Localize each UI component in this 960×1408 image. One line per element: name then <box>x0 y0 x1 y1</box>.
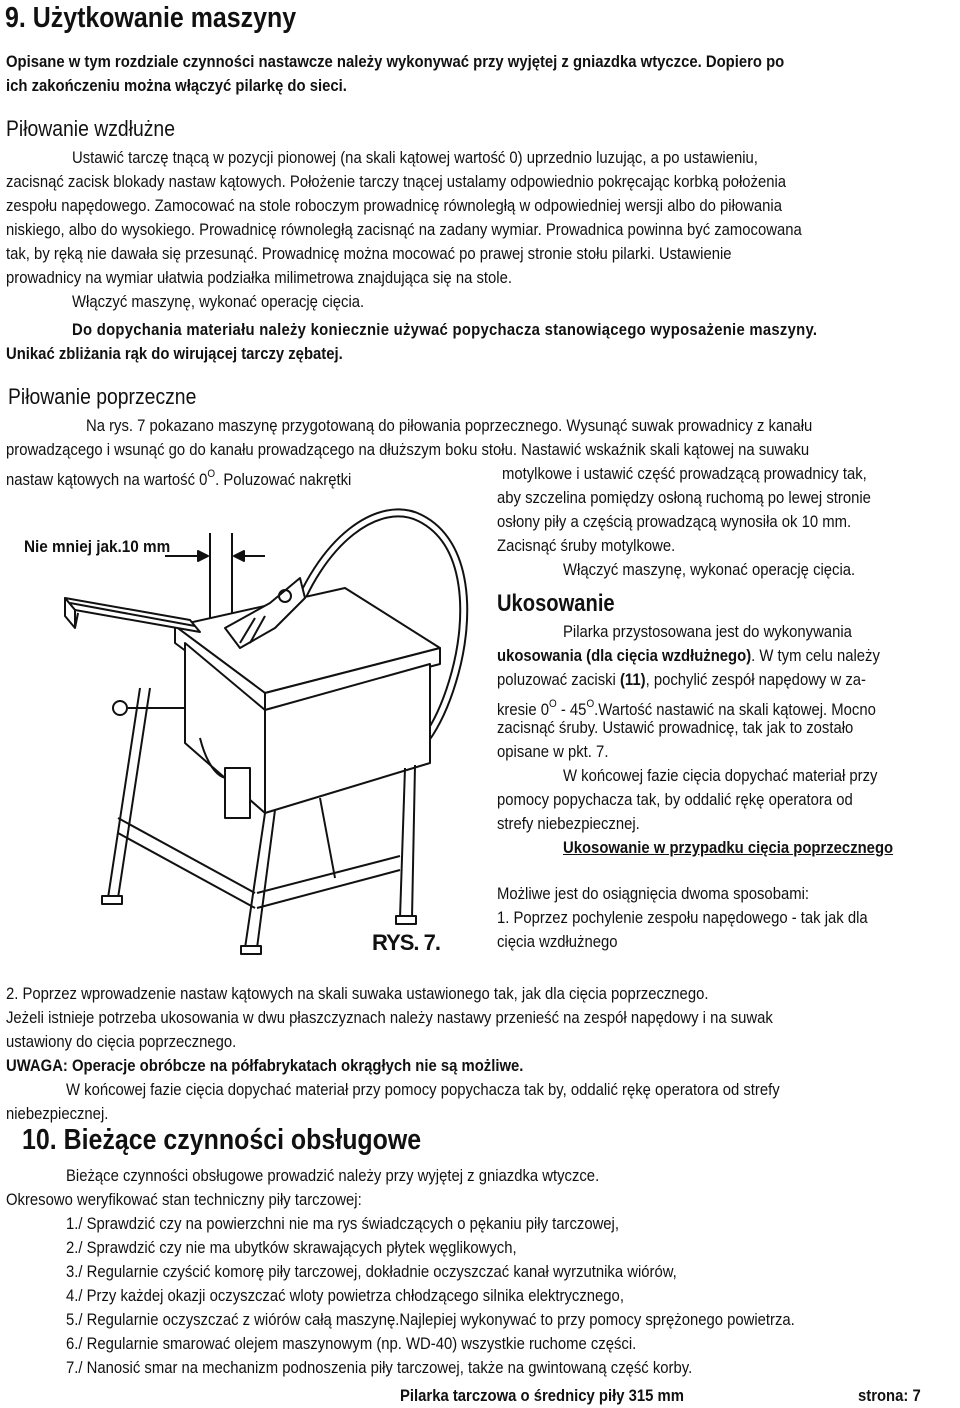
footer-page-number: strona: 7 <box>858 1387 921 1405</box>
table-saw-illustration <box>0 478 490 968</box>
cross-line-3-left: nastaw kątowych na wartość $0^O$. Poluzować nakrętki <box>6 468 352 489</box>
rip-warning-1: Do dopychania materiału należy koniecznie używać popychacza stanowiącego wyposażenie maszyny. <box>72 321 818 339</box>
cross-switch-on: Włączyć maszynę, wykonać operację cięcia. <box>563 561 856 579</box>
maintenance-item: 1./ Sprawdzić czy na powierzchni nie ma rys świadczących o pękaniu piły tarczowej, <box>66 1215 619 1233</box>
final-line-1: W końcowej fazie cięcia dopychać materiał przy pomocy popychacza tak by, oddalić rękę operatora od strefy <box>66 1081 780 1099</box>
maintenance-item: 4./ Przy każdej okazji oczyszczać wloty powietrza chłodzącego silnika elektrycznego, <box>66 1287 624 1305</box>
maintenance-item: 3./ Regularnie czyścić komorę piły tarczowej, dokładnie oczyszczać kanał wyrzutnika wiórów, <box>66 1263 677 1281</box>
intro-line-2: ich zakończeniu można włączyć pilarkę do sieci. <box>6 77 347 95</box>
cross-line-1: Na rys. 7 pokazano maszynę przygotowaną do piłowania poprzecznego. Wysunąć suwak prowadnicy z kanału <box>86 417 813 435</box>
cross-right-3: Zacisnąć śruby motylkowe. <box>497 537 676 555</box>
bevel-line-3: poluzować zaciski (11), pochylić zespół napędowy w za- <box>497 671 866 689</box>
maintenance-intro: Bieżące czynności obsługowe prowadzić należy przy wyjętej z gniazdka wtyczce. <box>66 1167 600 1185</box>
final-line-2: niebezpiecznej. <box>6 1105 109 1123</box>
rip-warning-2: Unikać zbliżania rąk do wirującej tarczy zębatej. <box>6 345 343 363</box>
cross-line-3-right: motylkowe i ustawić część prowadzącą prowadnicy tak, <box>502 465 867 483</box>
bevel-line-2: ukosowania (dla cięcia wzdłużnego). W tym celu należy <box>497 647 880 665</box>
bevel-methods-2: 1. Poprzez pochylenie zespołu napędowego - tak jak dla <box>497 909 868 927</box>
gap-label: Nie mniej jak.10 mm <box>24 537 171 556</box>
bevel-methods-3: cięcia wzdłużnego <box>497 933 618 951</box>
rip-cut-title: Piłowanie wzdłużne <box>6 116 175 141</box>
rip-line-3: zespołu napędowego. Zamocować na stole roboczym prowadnicę równoległą w odpowiedniej wersji albo do piłowania <box>6 197 782 215</box>
rip-line-4: niskiego, albo do wysokiego. Prowadnicę równoległą zacisnąć na zadany wymiar. Prowadnica powinna być zamocowana <box>6 221 802 239</box>
cross-bevel-title: Ukosowanie w przypadku cięcia poprzecznego <box>563 839 894 857</box>
bevel-bottom-3: ustawiony do cięcia poprzecznego. <box>6 1033 237 1051</box>
intro-line-1: Opisane w tym rozdziale czynności nastawcze należy wykonywać przy wyjętej z gniazdka wtyczce. Dopiero po <box>6 53 785 71</box>
cross-line-2: prowadzącego i wsunąć go do kanału prowadzącego na dłuższym boku stołu. Nastawić wskaźnik skali kątowej na suwaku <box>6 441 810 459</box>
bevel-line-4: kresie $0^O$ - $45^O.Wartość$ nastawić na skali kątowej. Mocno <box>497 698 876 719</box>
cross-right-1: aby szczelina pomiędzy osłoną ruchomą po lewej stronie <box>497 489 871 507</box>
uwaga-note: UWAGA: Operacje obróbcze na półfabrykatach okrągłych nie są możliwe. <box>6 1057 524 1075</box>
maintenance-item: 6./ Regularnie smarować olejem maszynowym (np. WD-40) wszystkie ruchome części. <box>66 1335 637 1353</box>
rip-line-5: tak, by ręką nie dawała się przesunąć. Prowadnicę można mocować po prawej stronie stołu pilarki. Ustawienie <box>6 245 732 263</box>
maintenance-item: 5./ Regularnie oczyszczać z wiórów całą maszynę.Najlepiej wykonywać to przy pomocy sprężonego powietrza. <box>66 1311 795 1329</box>
bevel-line-6: opisane w pkt. 7. <box>497 743 609 761</box>
footer-product: Pilarka tarczowa o średnicy piły 315 mm <box>400 1387 684 1405</box>
bevel-line-5: zacisnąć śruby. Ustawić prowadnicę, tak jak to zostało <box>497 719 854 737</box>
rip-switch-on: Włączyć maszynę, wykonać operację cięcia. <box>72 293 365 311</box>
maintenance-item: 7./ Nanosić smar na mechanizm podnoszenia piły tarczowej, także na gwintowaną część korby. <box>66 1359 693 1377</box>
bevel-title: Ukosowanie <box>497 590 615 617</box>
bevel-methods-1: Możliwe jest do osiągnięcia dwoma sposobami: <box>497 885 810 903</box>
maintenance-item: 2./ Sprawdzić czy nie ma ubytków skrawających płytek węglikowych, <box>66 1239 517 1257</box>
cross-right-2: osłony piły a częścią prowadzącą wynosiła ok 10 mm. <box>497 513 852 531</box>
bevel-line-8: pomocy popychacza tak, by oddalić rękę operatora od <box>497 791 853 809</box>
bevel-bottom-1: 2. Poprzez wprowadzenie nastaw kątowych na skali suwaka ustawionego tak, jak dla cięcia poprzecznego. <box>6 985 709 1003</box>
bevel-line-9: strefy niebezpiecznej. <box>497 815 640 833</box>
rip-line-1: Ustawić tarczę tnącą w pozycji pionowej (na skali kątowej wartość 0) uprzednio luzując, a po ustawieniu, <box>72 149 758 167</box>
section-10-title: 10. Bieżące czynności obsługowe <box>22 1124 422 1156</box>
rip-line-2: zacisnąć zacisk blokady nastaw kątowych. Położenie tarczy tnącej ustalamy odpowiednio pokręcając korbką położenia <box>6 173 787 191</box>
cross-cut-title: Piłowanie poprzeczne <box>8 384 197 409</box>
bevel-bottom-2: Jeżeli istnieje potrzeba ukosowania w dwu płaszczyznach należy nastawy przenieść na zespół napędowy i na suwak <box>6 1009 773 1027</box>
figure-caption: RYS. 7. <box>372 930 440 955</box>
rip-line-6: prowadnicy na wymiar ułatwia podziałka milimetrowa znajdująca się na stole. <box>6 269 512 287</box>
bevel-line-1: Pilarka przystosowana jest do wykonywania <box>563 623 852 641</box>
maintenance-verify: Okresowo weryfikować stan techniczny piły tarczowej: <box>6 1191 362 1209</box>
section-9-title: 9. Użytkowanie maszyny <box>5 2 297 34</box>
bevel-line-7: W końcowej fazie cięcia dopychać materiał przy <box>563 767 878 785</box>
